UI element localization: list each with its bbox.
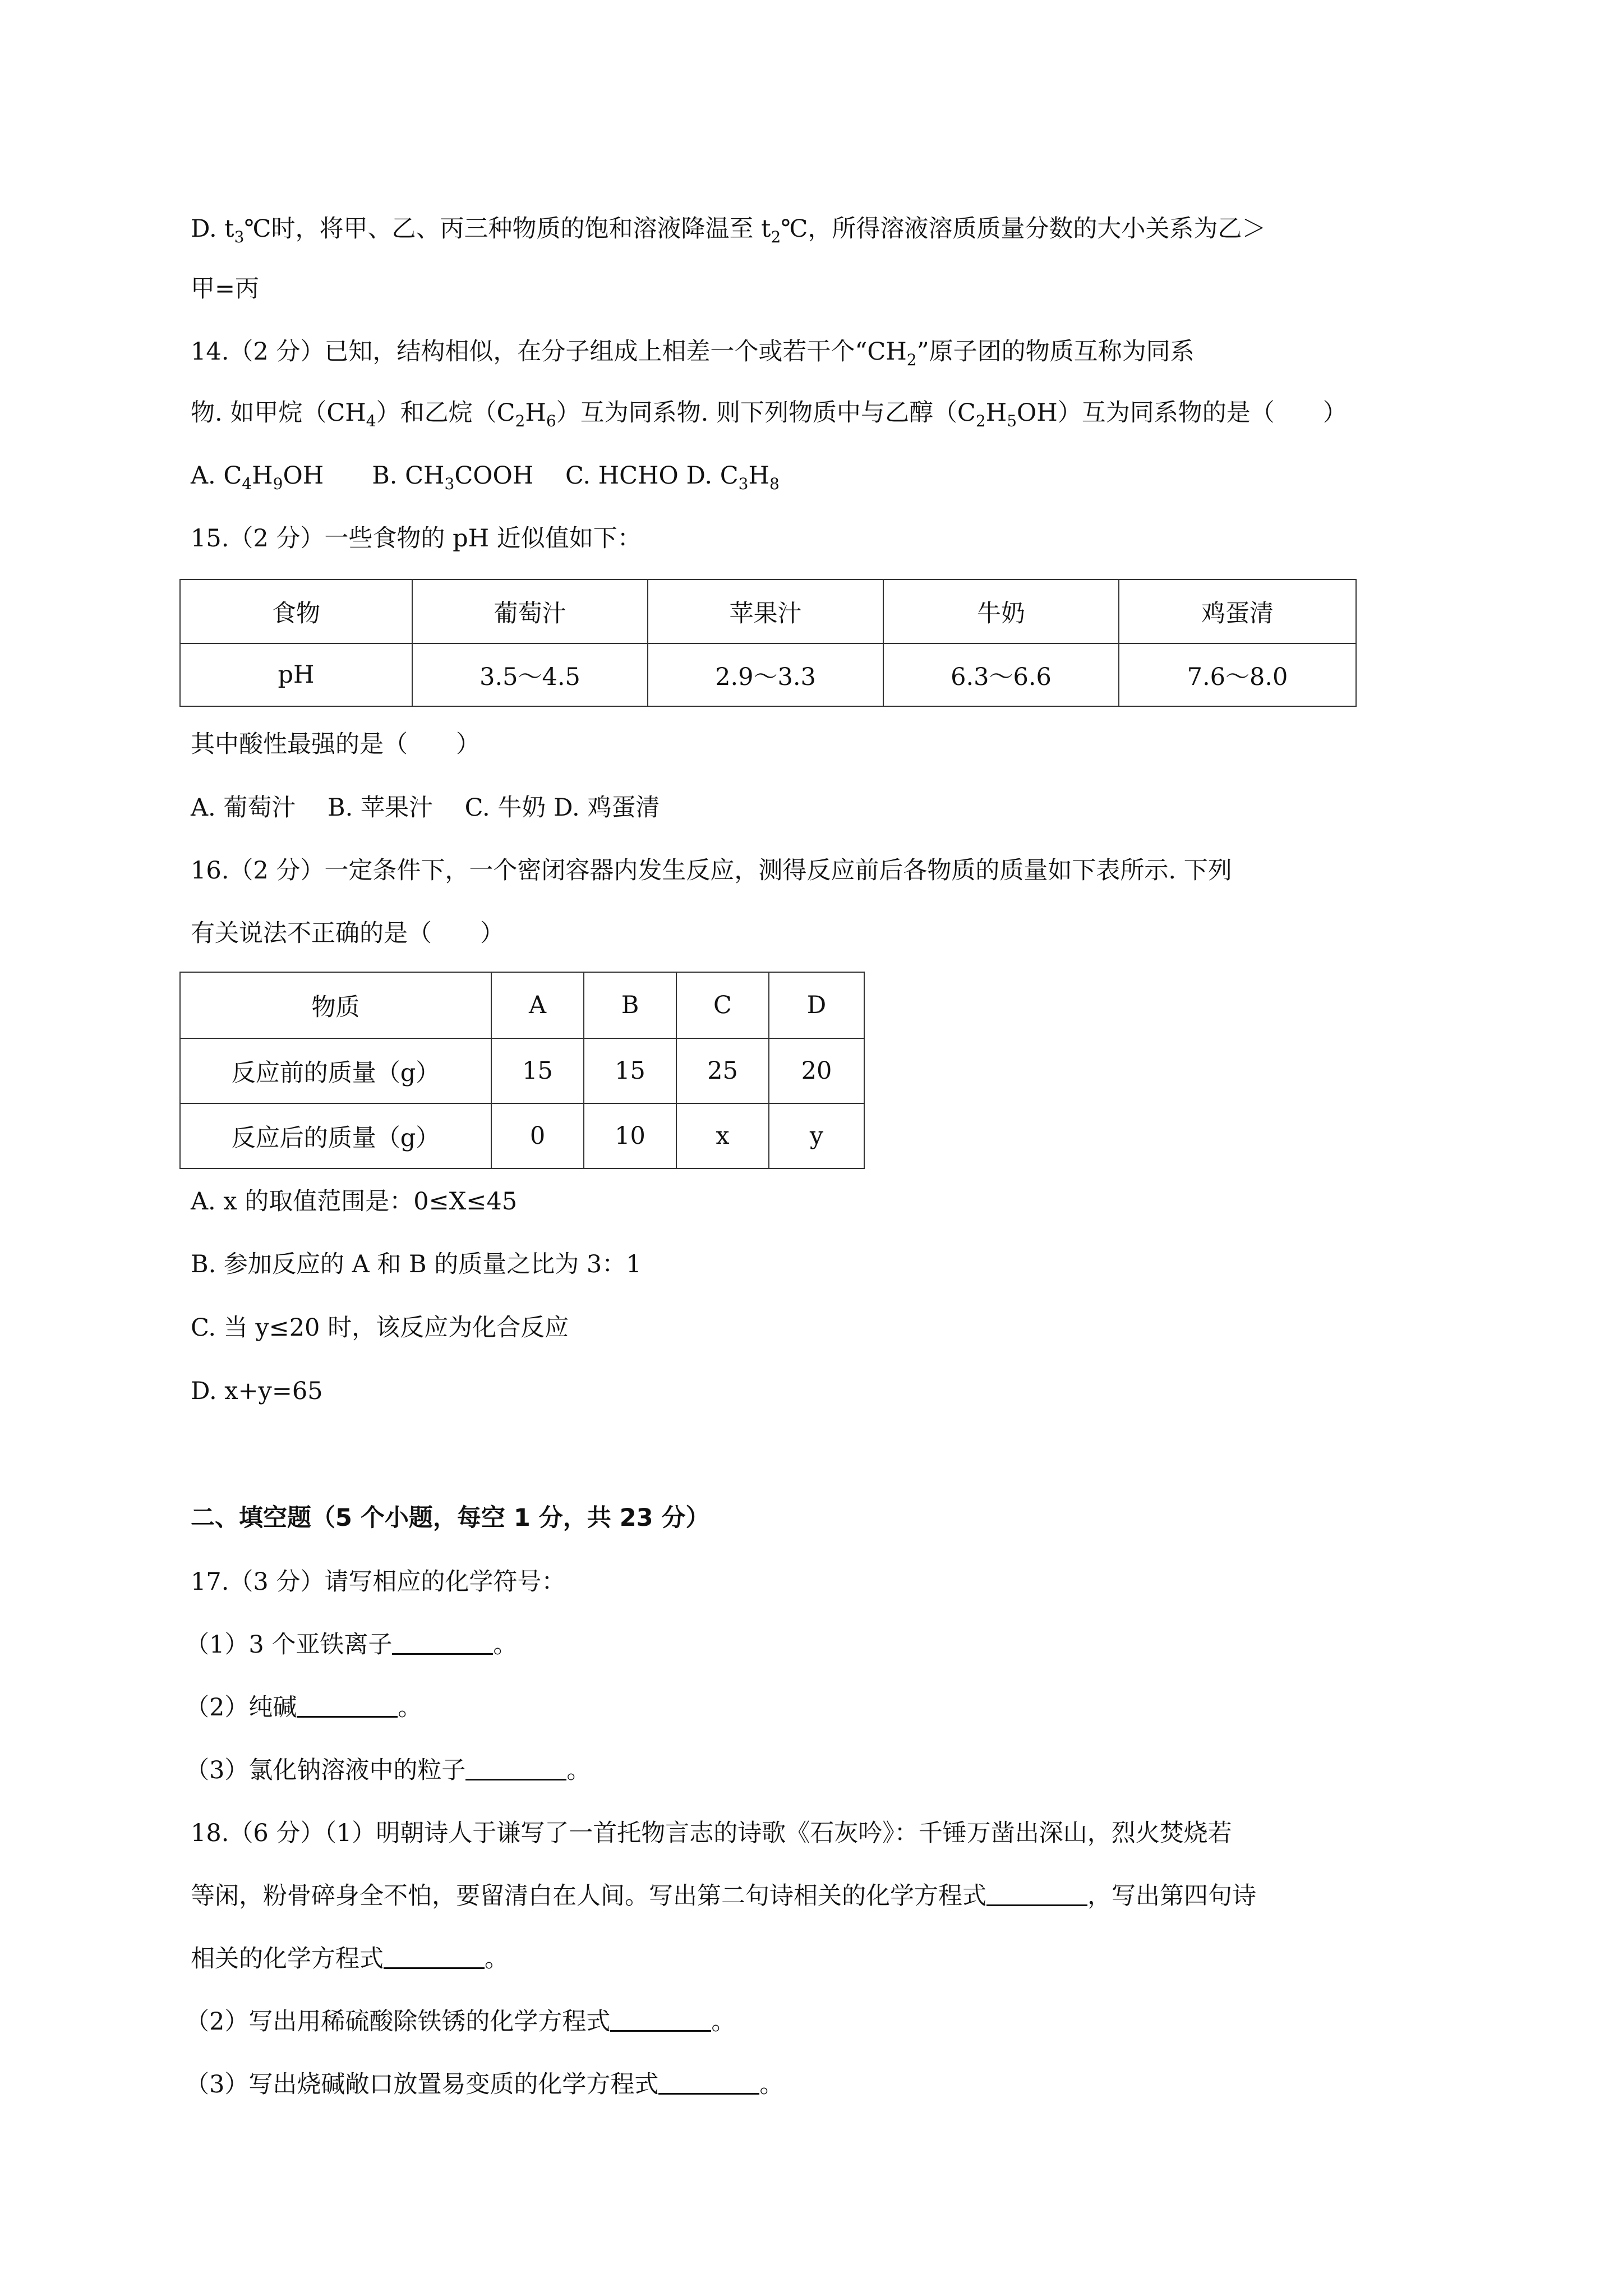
- text-segment: ”原子团的物质互称为同系: [916, 338, 1195, 366]
- table-cell: C: [676, 972, 769, 1038]
- table-row: [180, 1103, 864, 1168]
- section-title: 二、填空题（5 个小题，每空 1 分，共 23 分）: [191, 1504, 710, 1532]
- text-segment: ℃，所得溶液溶质质量分数的大小关系为乙＞: [781, 215, 1266, 243]
- answer-blank[interactable]: [658, 2070, 759, 2095]
- text-segment: （1）3 个亚铁离子: [185, 1631, 393, 1659]
- text-segment: ，写出第四句诗: [1087, 1882, 1256, 1910]
- table-cell: 7.6～8.0: [1119, 643, 1356, 706]
- table-cell: 15: [491, 1038, 584, 1103]
- table-cell: 20: [769, 1038, 864, 1103]
- answer-blank[interactable]: [986, 1882, 1087, 1906]
- answer-blank[interactable]: [384, 1945, 485, 1969]
- subscript: 4: [242, 475, 252, 493]
- q14-options: [191, 459, 780, 493]
- table-cell: 0: [491, 1103, 584, 1168]
- answer-blank[interactable]: [465, 1756, 566, 1780]
- table-row: [180, 1038, 864, 1103]
- subscript: 2: [515, 412, 525, 430]
- text-segment: A. C: [191, 462, 242, 490]
- q16-stem-line2: 有关说法不正确的是（ ）: [191, 919, 504, 947]
- subscript: 9: [273, 475, 283, 493]
- text-segment: （2）写出用稀硫酸除铁锈的化学方程式: [185, 2008, 611, 2036]
- table-cell: pH: [180, 643, 412, 706]
- q14-stem-line1: [191, 335, 1195, 369]
- table-cell: 25: [676, 1038, 769, 1103]
- answer-blank[interactable]: [610, 2008, 711, 2032]
- subscript: 8: [769, 475, 780, 493]
- q18-stem-line2: [191, 1879, 1256, 1913]
- table-cell: 葡萄汁: [412, 579, 648, 643]
- q16-option-c: C. 当 y≤20 时，该反应为化合反应: [191, 1314, 569, 1342]
- q18-part3: [185, 2068, 783, 2101]
- table-cell: 2.9～3.3: [648, 643, 883, 706]
- subscript: 6: [546, 412, 556, 430]
- table-cell: 牛奶: [883, 579, 1119, 643]
- q14-stem-line2: [191, 396, 1347, 430]
- text-segment: 相关的化学方程式: [191, 1945, 384, 1973]
- q16-mass-table: [179, 972, 865, 1169]
- table-cell: 物质: [180, 972, 491, 1038]
- q15-stem: 15.（2 分）一些食物的 pH 近似值如下：: [191, 524, 642, 553]
- q16-option-b: B. 参加反应的 A 和 B 的质量之比为 3：1: [191, 1250, 642, 1278]
- q16-option-d: D. x+y=65: [191, 1377, 323, 1405]
- text-segment: ℃时，将甲、乙、丙三种物质的饱和溶液降温至 t: [244, 215, 771, 243]
- table-cell: B: [584, 972, 676, 1038]
- table-cell: 苹果汁: [648, 579, 883, 643]
- table-header-row: [180, 972, 864, 1038]
- text-segment: （3）氯化钠溶液中的粒子: [185, 1756, 466, 1784]
- text-segment: H: [252, 462, 273, 490]
- subscript: 2: [975, 412, 986, 430]
- text-segment: OH）互为同系物的是（ ）: [1017, 399, 1347, 427]
- text-segment: D. t: [191, 215, 234, 243]
- subscript: 2: [906, 351, 917, 369]
- q15-question: 其中酸性最强的是（ ）: [191, 730, 480, 758]
- q17-part3: [185, 1754, 591, 1787]
- text-segment: 等闲，粉骨碎身全不怕，要留清白在人间。写出第二句诗相关的化学方程式: [191, 1882, 986, 1910]
- text-segment: 。: [711, 2008, 736, 2036]
- q18-part2: [185, 2005, 735, 2039]
- table-cell: 反应后的质量（g）: [180, 1103, 491, 1168]
- q15-ph-table: [179, 579, 1357, 707]
- table-cell: x: [676, 1103, 769, 1168]
- text-segment: 。: [566, 1756, 591, 1784]
- subscript: 4: [366, 412, 376, 430]
- table-cell: 15: [584, 1038, 676, 1103]
- text-segment: 14.（2 分）已知，结构相似，在分子组成上相差一个或若干个“CH: [191, 338, 907, 366]
- table-cell: A: [491, 972, 584, 1038]
- text-segment: 。: [398, 1694, 422, 1722]
- text-segment: H: [985, 399, 1007, 427]
- table-header-row: [180, 579, 1356, 643]
- table-cell: 3.5～4.5: [412, 643, 648, 706]
- table-cell: y: [769, 1103, 864, 1168]
- table-cell: D: [769, 972, 864, 1038]
- q15-options: A. 葡萄汁 B. 苹果汁 C. 牛奶 D. 鸡蛋清: [191, 794, 660, 822]
- q13-option-d: [191, 212, 1266, 246]
- table-cell: 鸡蛋清: [1119, 579, 1356, 643]
- subscript: 3: [234, 228, 245, 246]
- table-cell: 食物: [180, 579, 412, 643]
- text-segment: ）和乙烷（C: [376, 399, 515, 427]
- table-cell: 反应前的质量（g）: [180, 1038, 491, 1103]
- text-segment: 。: [485, 1945, 509, 1973]
- subscript: 5: [1007, 412, 1017, 430]
- text-segment: OH B. CH: [283, 462, 445, 490]
- subscript: 2: [771, 228, 781, 246]
- answer-blank[interactable]: [297, 1694, 398, 1718]
- table-cell: 6.3～6.6: [883, 643, 1119, 706]
- text-segment: H: [748, 462, 769, 490]
- text-segment: 物. 如甲烷（CH: [191, 399, 366, 427]
- q17-part1: [185, 1628, 517, 1662]
- text-segment: （2）纯碱: [185, 1694, 297, 1722]
- table-cell: 10: [584, 1103, 676, 1168]
- q17-stem: 17.（3 分）请写相应的化学符号：: [191, 1568, 566, 1596]
- subscript: 3: [444, 475, 455, 493]
- text-segment: COOH C. HCHO D. C: [454, 462, 739, 490]
- q16-option-a: A. x 的取值范围是：0≤X≤45: [191, 1188, 518, 1216]
- text-segment: 。: [759, 2070, 784, 2099]
- text-segment: 。: [493, 1631, 518, 1659]
- subscript: 3: [738, 475, 749, 493]
- text-segment: （3）写出烧碱敞口放置易变质的化学方程式: [185, 2070, 659, 2099]
- table-row: [180, 643, 1356, 706]
- q13-option-d-line2: 甲=丙: [191, 275, 260, 303]
- q17-part2: [185, 1691, 422, 1724]
- text-segment: ）互为同系物. 则下列物质中与乙醇（C: [556, 399, 976, 427]
- answer-blank[interactable]: [392, 1631, 493, 1655]
- q16-stem-line1: 16.（2 分）一定条件下，一个密闭容器内发生反应，测得反应前后各物质的质量如下表所示. 下列: [191, 857, 1232, 885]
- q18-stem-line3: [191, 1942, 509, 1976]
- text-segment: H: [525, 399, 546, 427]
- q18-stem-line1: 18.（6 分）（1）明朝诗人于谦写了一首托物言志的诗歌《石灰吟》：千锤万凿出深山，烈火焚烧若: [191, 1819, 1232, 1847]
